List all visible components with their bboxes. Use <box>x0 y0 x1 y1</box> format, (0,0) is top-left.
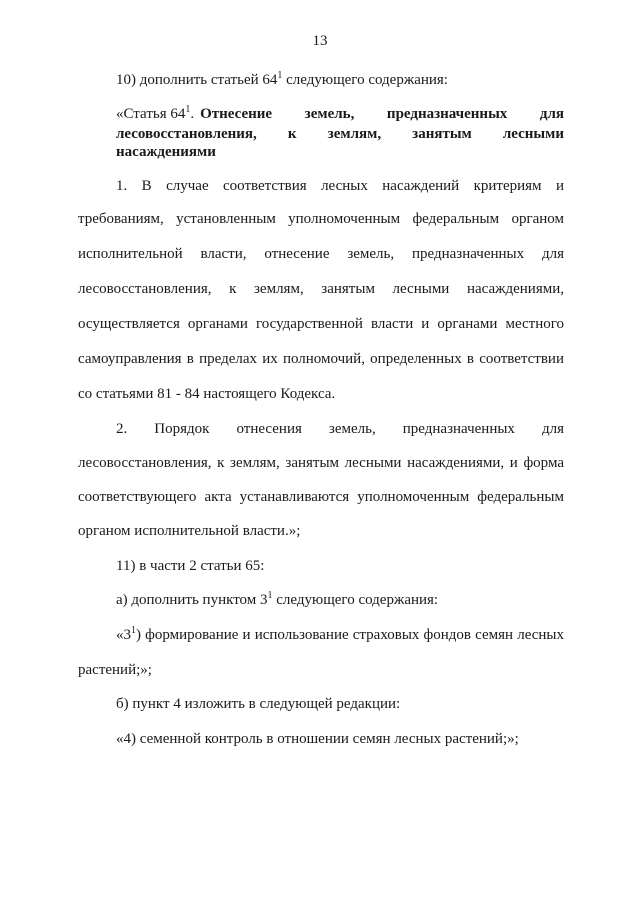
item-10-superscript: 1 <box>277 70 283 81</box>
quote-1-line-2: растений;»; <box>78 662 152 678</box>
sub-item-b: б) пункт 4 изложить в следующей редакции: <box>116 696 401 712</box>
p1-line-6: самоуправления в пределах их полномочий, определенных в соответствии <box>78 351 564 367</box>
sub-item-a-tail: следующего содержания: <box>272 592 439 608</box>
p2-line-1: 2. Порядок отнесения земель, предназначенных для <box>116 421 564 437</box>
item-10-tail: следующего содержания: <box>282 72 448 88</box>
item-10 <box>116 70 564 92</box>
sub-item-a-superscript: 1 <box>267 590 273 601</box>
p2-line-2: лесовосстановления, к землям, занятым лесными насаждениями, и форма <box>78 455 564 471</box>
article-dot: . <box>190 106 195 122</box>
item-11: 11) в части 2 статьи 65: <box>116 558 265 574</box>
quote-1-superscript: 1 <box>131 625 136 636</box>
article-heading <box>116 105 564 161</box>
p1-line-5: осуществляется органами государственной власти и органами местного <box>78 316 564 332</box>
article-label <box>116 105 194 125</box>
p1-line-1: 1. В случае соответствия лесных насаждений критериям и <box>116 178 564 194</box>
quote-2: «4) семенной контроль в отношении семян лесных растений;»; <box>116 731 519 747</box>
item-10-text: 10) дополнить статьей 64 <box>116 72 278 88</box>
p1-line-2: требованиям, установленным уполномоченным федеральным органом <box>78 211 564 227</box>
article-title-line-3: насаждениями <box>116 144 216 160</box>
p1-line-4: лесовосстановления, к землям, занятым лесными насаждениями, <box>78 281 564 297</box>
sub-item-a-text: а) дополнить пунктом 3 <box>116 592 268 608</box>
quote-1-rest: ) формирование и использование страховых фондов семян лесных <box>136 627 564 643</box>
p2-line-4: органом исполнительной власти.»; <box>78 523 301 539</box>
p2-line-3: соответствующего акта устанавливаются уполномоченным федеральным <box>78 489 564 505</box>
quote-1-line-1 <box>116 625 564 647</box>
article-superscript: 1 <box>185 104 191 115</box>
p1-line-7: со статьями 81 - 84 настоящего Кодекса. <box>78 386 336 402</box>
article-title-line-1: Отнесение земель, предназначенных для <box>200 106 564 122</box>
article-title-line-2: лесовосстановления, к землям, занятым лесными <box>116 126 564 142</box>
quote-1-open: «3 <box>116 627 131 643</box>
page-number: 13 <box>312 33 328 49</box>
article-prefix: «Статья 64 <box>116 106 186 122</box>
sub-item-a <box>116 590 564 612</box>
p1-line-3: исполнительной власти, отнесение земель, предназначенных для <box>78 246 564 262</box>
